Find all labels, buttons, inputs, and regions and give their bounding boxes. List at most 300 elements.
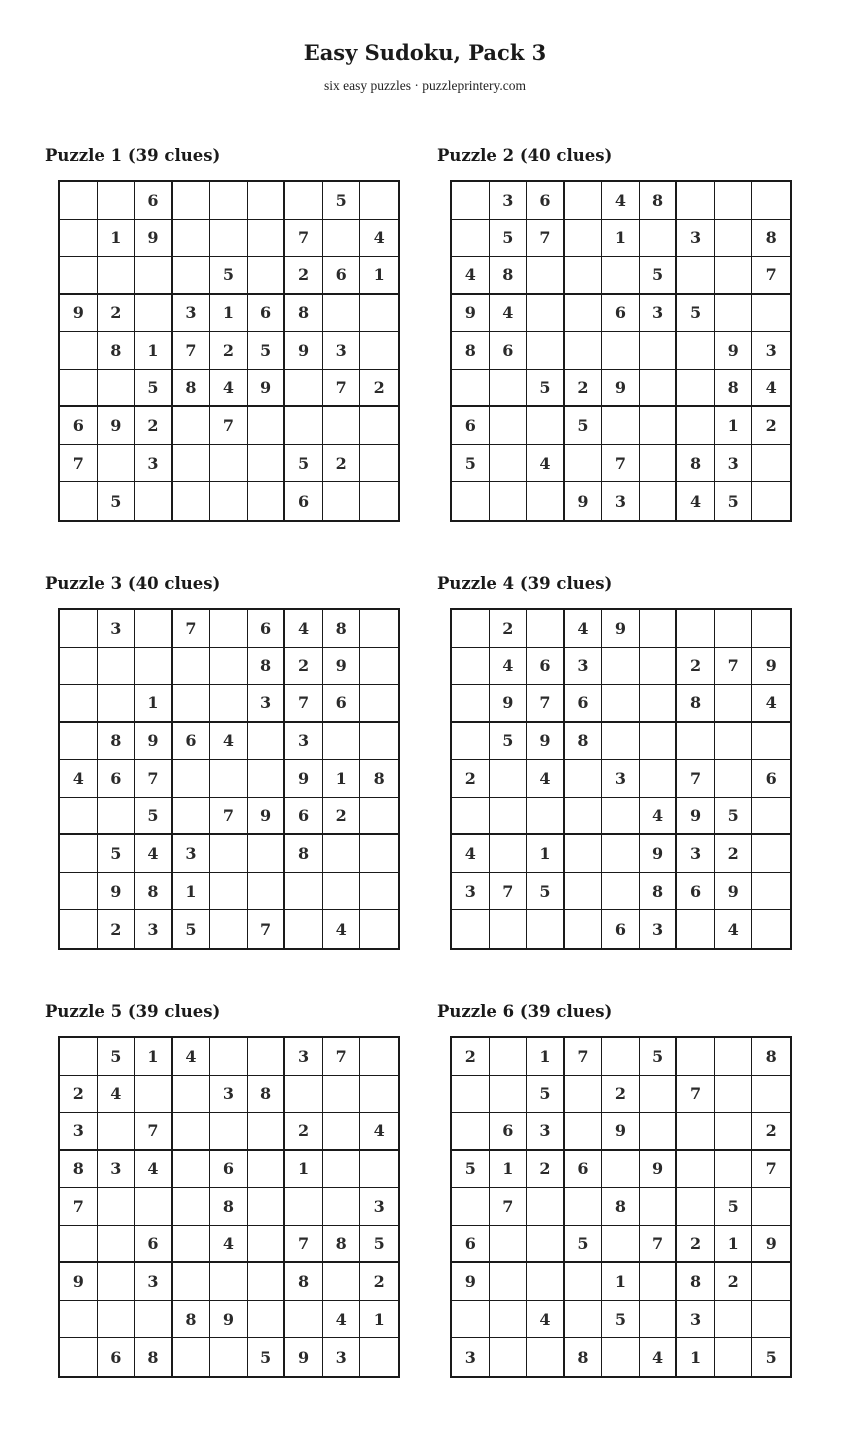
sudoku-cell: 9 — [640, 1151, 678, 1189]
sudoku-cell — [135, 1301, 173, 1339]
sudoku-cell: 6 — [248, 295, 286, 333]
sudoku-cell: 1 — [135, 1038, 173, 1076]
sudoku-cell — [285, 873, 323, 911]
sudoku-cell: 8 — [248, 1076, 286, 1114]
sudoku-cell — [323, 482, 361, 520]
sudoku-cell: 9 — [752, 1226, 790, 1264]
sudoku-cell: 3 — [602, 482, 640, 520]
sudoku-cell — [98, 182, 136, 220]
sudoku-cell: 8 — [640, 873, 678, 911]
sudoku-cell — [640, 1301, 678, 1339]
sudoku-cell — [98, 1226, 136, 1264]
sudoku-cell: 5 — [98, 1038, 136, 1076]
sudoku-cell: 3 — [677, 1301, 715, 1339]
sudoku-cell — [60, 257, 98, 295]
sudoku-cell: 3 — [323, 332, 361, 370]
sudoku-cell — [248, 760, 286, 798]
puzzle-title: Puzzle 1 (39 clues) — [45, 146, 221, 165]
sudoku-cell — [715, 1076, 753, 1114]
sudoku-cell — [210, 1263, 248, 1301]
sudoku-cell: 4 — [323, 1301, 361, 1339]
sudoku-cell: 2 — [323, 445, 361, 483]
sudoku-cell — [360, 798, 398, 836]
sudoku-cell: 1 — [602, 220, 640, 258]
sudoku-cell — [98, 798, 136, 836]
sudoku-cell — [715, 760, 753, 798]
sudoku-cell: 4 — [527, 445, 565, 483]
sudoku-cell — [640, 723, 678, 761]
sudoku-cell — [98, 1188, 136, 1226]
sudoku-cell — [248, 1151, 286, 1189]
sudoku-cell: 2 — [360, 1263, 398, 1301]
sudoku-cell: 4 — [565, 610, 603, 648]
sudoku-cell: 7 — [285, 1226, 323, 1264]
sudoku-cell: 8 — [565, 1338, 603, 1376]
sudoku-cell: 3 — [135, 910, 173, 948]
sudoku-cell — [565, 295, 603, 333]
puzzle-3 — [45, 572, 405, 962]
sudoku-cell: 6 — [285, 482, 323, 520]
sudoku-cell: 4 — [640, 1338, 678, 1376]
sudoku-cell: 7 — [677, 1076, 715, 1114]
sudoku-cell: 8 — [285, 835, 323, 873]
sudoku-cell — [360, 445, 398, 483]
sudoku-cell: 4 — [135, 1151, 173, 1189]
sudoku-cell — [173, 257, 211, 295]
sudoku-cell — [640, 445, 678, 483]
sudoku-cell — [527, 910, 565, 948]
sudoku-cell: 4 — [752, 685, 790, 723]
sudoku-cell — [602, 798, 640, 836]
sudoku-cell — [452, 1076, 490, 1114]
sudoku-cell — [360, 1038, 398, 1076]
sudoku-cell: 4 — [360, 220, 398, 258]
page-subtitle: six easy puzzles · puzzleprintery.com — [324, 78, 526, 93]
sudoku-cell: 9 — [452, 295, 490, 333]
sudoku-cell: 8 — [135, 1338, 173, 1376]
sudoku-cell: 7 — [752, 1151, 790, 1189]
sudoku-cell — [98, 257, 136, 295]
sudoku-cell — [677, 1188, 715, 1226]
sudoku-cell: 2 — [752, 407, 790, 445]
sudoku-cell: 9 — [60, 1263, 98, 1301]
sudoku-cell: 9 — [285, 760, 323, 798]
sudoku-cell: 8 — [60, 1151, 98, 1189]
sudoku-cell: 5 — [452, 1151, 490, 1189]
puzzle-title: Puzzle 3 (40 clues) — [45, 574, 221, 593]
sudoku-cell — [173, 760, 211, 798]
sudoku-cell — [640, 1188, 678, 1226]
sudoku-cell — [210, 610, 248, 648]
sudoku-cell — [173, 1076, 211, 1114]
sudoku-cell — [602, 407, 640, 445]
sudoku-cell — [565, 1113, 603, 1151]
sudoku-cell: 3 — [98, 1151, 136, 1189]
sudoku-cell — [323, 1076, 361, 1114]
sudoku-cell — [323, 723, 361, 761]
sudoku-cell: 2 — [715, 835, 753, 873]
sudoku-cell: 4 — [210, 1226, 248, 1264]
sudoku-cell — [602, 1338, 640, 1376]
sudoku-cell — [565, 332, 603, 370]
page-title: Easy Sudoku, Pack 3 — [303, 40, 547, 65]
sudoku-cell: 6 — [527, 648, 565, 686]
sudoku-cell: 9 — [210, 1301, 248, 1339]
sudoku-cell — [360, 182, 398, 220]
sudoku-cell: 1 — [135, 685, 173, 723]
sudoku-cell — [490, 1076, 528, 1114]
sudoku-cell — [135, 648, 173, 686]
sudoku-cell: 1 — [135, 332, 173, 370]
sudoku-cell — [715, 1038, 753, 1076]
sudoku-cell: 9 — [565, 482, 603, 520]
sudoku-cell: 4 — [752, 370, 790, 408]
sudoku-cell — [527, 1226, 565, 1264]
sudoku-cell: 8 — [210, 1188, 248, 1226]
sudoku-cell — [360, 1151, 398, 1189]
sudoku-cell — [173, 685, 211, 723]
sudoku-cell — [752, 723, 790, 761]
sudoku-cell — [715, 685, 753, 723]
sudoku-cell: 9 — [60, 295, 98, 333]
sudoku-cell: 6 — [60, 407, 98, 445]
sudoku-cell: 4 — [490, 648, 528, 686]
sudoku-cell — [527, 1338, 565, 1376]
puzzle-title: Puzzle 4 (39 clues) — [437, 574, 613, 593]
sudoku-cell — [248, 835, 286, 873]
sudoku-cell: 3 — [677, 220, 715, 258]
sudoku-cell — [285, 1076, 323, 1114]
puzzle-6 — [437, 1000, 797, 1390]
sudoku-cell: 1 — [527, 1038, 565, 1076]
sudoku-cell — [452, 610, 490, 648]
sudoku-cell: 2 — [715, 1263, 753, 1301]
sudoku-cell: 9 — [602, 370, 640, 408]
sudoku-cell — [490, 407, 528, 445]
sudoku-cell — [98, 1263, 136, 1301]
sudoku-cell: 3 — [715, 445, 753, 483]
sudoku-cell — [565, 1076, 603, 1114]
sudoku-cell: 7 — [490, 873, 528, 911]
sudoku-cell: 4 — [527, 760, 565, 798]
sudoku-cell: 3 — [210, 1076, 248, 1114]
sudoku-cell: 2 — [135, 407, 173, 445]
sudoku-cell — [602, 1151, 640, 1189]
sudoku-cell — [285, 370, 323, 408]
sudoku-cell: 6 — [490, 332, 528, 370]
sudoku-cell — [323, 1188, 361, 1226]
sudoku-cell — [360, 610, 398, 648]
sudoku-cell: 8 — [677, 445, 715, 483]
sudoku-cell — [640, 407, 678, 445]
sudoku-cell — [527, 482, 565, 520]
sudoku-cell — [60, 685, 98, 723]
sudoku-cell — [60, 332, 98, 370]
sudoku-cell — [677, 332, 715, 370]
sudoku-cell: 9 — [98, 873, 136, 911]
sudoku-cell — [527, 1188, 565, 1226]
puzzle-5 — [45, 1000, 405, 1390]
sudoku-cell: 3 — [565, 648, 603, 686]
sudoku-cell — [565, 1188, 603, 1226]
sudoku-cell: 8 — [752, 1038, 790, 1076]
sudoku-cell — [565, 1263, 603, 1301]
sudoku-cell: 1 — [360, 1301, 398, 1339]
sudoku-cell: 5 — [323, 182, 361, 220]
sudoku-cell: 4 — [715, 910, 753, 948]
sudoku-cell — [715, 1151, 753, 1189]
sudoku-cell: 7 — [210, 798, 248, 836]
sudoku-cell: 8 — [135, 873, 173, 911]
sudoku-cell — [173, 648, 211, 686]
sudoku-cell: 9 — [752, 648, 790, 686]
sudoku-cell: 7 — [565, 1038, 603, 1076]
sudoku-cell — [452, 1188, 490, 1226]
sudoku-cell — [360, 648, 398, 686]
sudoku-cell — [452, 482, 490, 520]
sudoku-grid — [450, 1036, 792, 1378]
sudoku-cell — [452, 685, 490, 723]
sudoku-cell: 2 — [210, 332, 248, 370]
sudoku-cell — [173, 407, 211, 445]
sudoku-cell: 5 — [248, 1338, 286, 1376]
sudoku-cell: 7 — [173, 610, 211, 648]
sudoku-cell: 5 — [285, 445, 323, 483]
sudoku-cell — [173, 1263, 211, 1301]
sudoku-cell — [602, 1226, 640, 1264]
sudoku-cell: 8 — [98, 723, 136, 761]
sudoku-cell — [565, 445, 603, 483]
sudoku-cell — [98, 1113, 136, 1151]
sudoku-cell — [285, 1188, 323, 1226]
sudoku-cell: 6 — [210, 1151, 248, 1189]
sudoku-cell — [452, 370, 490, 408]
sudoku-cell: 2 — [452, 1038, 490, 1076]
sudoku-cell — [248, 1226, 286, 1264]
sudoku-cell — [640, 332, 678, 370]
sudoku-cell — [210, 910, 248, 948]
sudoku-cell: 4 — [173, 1038, 211, 1076]
sudoku-cell — [752, 1301, 790, 1339]
sudoku-cell: 1 — [323, 760, 361, 798]
sudoku-cell — [490, 1038, 528, 1076]
sudoku-cell — [248, 1301, 286, 1339]
sudoku-cell — [752, 1188, 790, 1226]
sudoku-cell — [752, 798, 790, 836]
sudoku-cell: 6 — [527, 182, 565, 220]
sudoku-cell — [173, 1113, 211, 1151]
sudoku-cell: 4 — [452, 257, 490, 295]
sudoku-cell — [60, 370, 98, 408]
sudoku-cell: 9 — [98, 407, 136, 445]
sudoku-cell — [360, 835, 398, 873]
sudoku-cell: 8 — [677, 685, 715, 723]
sudoku-cell: 8 — [715, 370, 753, 408]
sudoku-cell — [248, 445, 286, 483]
sudoku-cell — [602, 332, 640, 370]
sudoku-cell: 3 — [452, 873, 490, 911]
sudoku-cell: 2 — [98, 295, 136, 333]
sudoku-cell — [602, 873, 640, 911]
sudoku-cell — [323, 1263, 361, 1301]
sudoku-cell: 4 — [490, 295, 528, 333]
sudoku-cell — [210, 835, 248, 873]
sudoku-cell: 5 — [527, 1076, 565, 1114]
sudoku-cell — [98, 648, 136, 686]
sudoku-cell: 6 — [452, 1226, 490, 1264]
sudoku-cell: 2 — [60, 1076, 98, 1114]
sudoku-cell — [715, 1301, 753, 1339]
sudoku-cell: 4 — [135, 835, 173, 873]
sudoku-cell — [565, 760, 603, 798]
sudoku-cell — [752, 873, 790, 911]
sudoku-cell — [490, 1301, 528, 1339]
sudoku-cell: 1 — [602, 1263, 640, 1301]
sudoku-cell: 5 — [248, 332, 286, 370]
sudoku-cell — [60, 182, 98, 220]
sudoku-cell: 1 — [210, 295, 248, 333]
sudoku-cell: 7 — [323, 1038, 361, 1076]
sudoku-cell — [98, 1301, 136, 1339]
sudoku-cell: 6 — [752, 760, 790, 798]
sudoku-cell: 9 — [715, 332, 753, 370]
sudoku-cell — [323, 1151, 361, 1189]
sudoku-cell: 4 — [527, 1301, 565, 1339]
sudoku-cell — [248, 1038, 286, 1076]
sudoku-cell — [452, 798, 490, 836]
sudoku-cell — [210, 685, 248, 723]
sudoku-grid — [450, 180, 792, 522]
sudoku-cell: 3 — [173, 295, 211, 333]
sudoku-cell: 9 — [285, 1338, 323, 1376]
sudoku-cell: 9 — [602, 610, 640, 648]
sudoku-cell: 5 — [360, 1226, 398, 1264]
sudoku-grid — [58, 608, 400, 950]
sudoku-cell — [715, 1113, 753, 1151]
sudoku-cell: 4 — [285, 610, 323, 648]
sudoku-cell — [285, 1301, 323, 1339]
sudoku-cell: 1 — [677, 1338, 715, 1376]
puzzle-1 — [45, 144, 405, 534]
sudoku-cell — [640, 370, 678, 408]
sudoku-cell — [490, 760, 528, 798]
sudoku-cell — [640, 685, 678, 723]
sudoku-cell — [677, 257, 715, 295]
sudoku-cell: 1 — [490, 1151, 528, 1189]
sudoku-cell — [60, 1226, 98, 1264]
sudoku-cell — [527, 407, 565, 445]
sudoku-cell — [452, 723, 490, 761]
sudoku-cell — [715, 220, 753, 258]
sudoku-cell: 9 — [677, 798, 715, 836]
sudoku-cell: 4 — [452, 835, 490, 873]
sudoku-cell: 6 — [490, 1113, 528, 1151]
sudoku-cell: 6 — [677, 873, 715, 911]
sudoku-cell: 3 — [285, 1038, 323, 1076]
sudoku-cell: 5 — [640, 1038, 678, 1076]
sudoku-cell — [248, 257, 286, 295]
sudoku-cell — [602, 723, 640, 761]
sudoku-cell — [285, 182, 323, 220]
sudoku-cell — [527, 295, 565, 333]
sudoku-cell: 7 — [285, 685, 323, 723]
sudoku-cell: 6 — [452, 407, 490, 445]
sudoku-cell: 5 — [565, 407, 603, 445]
sudoku-cell — [60, 1338, 98, 1376]
sudoku-cell — [640, 482, 678, 520]
puzzle-title: Puzzle 6 (39 clues) — [437, 1002, 613, 1021]
sudoku-cell: 3 — [98, 610, 136, 648]
sudoku-cell: 9 — [452, 1263, 490, 1301]
sudoku-cell: 2 — [98, 910, 136, 948]
sudoku-cell — [360, 332, 398, 370]
puzzle-4 — [437, 572, 797, 962]
sudoku-cell: 8 — [565, 723, 603, 761]
sudoku-cell: 8 — [490, 257, 528, 295]
sudoku-cell: 7 — [640, 1226, 678, 1264]
sudoku-cell — [602, 1038, 640, 1076]
sudoku-cell — [677, 1113, 715, 1151]
sudoku-cell — [248, 873, 286, 911]
sudoku-cell — [173, 182, 211, 220]
sudoku-cell — [323, 873, 361, 911]
sudoku-cell — [640, 1076, 678, 1114]
sudoku-cell: 7 — [527, 685, 565, 723]
sudoku-cell — [210, 648, 248, 686]
sudoku-cell: 8 — [285, 295, 323, 333]
sudoku-cell: 2 — [490, 610, 528, 648]
sudoku-cell — [490, 1263, 528, 1301]
sudoku-cell — [210, 873, 248, 911]
sudoku-cell: 6 — [323, 685, 361, 723]
sudoku-cell: 1 — [360, 257, 398, 295]
sudoku-cell — [248, 182, 286, 220]
sudoku-cell — [98, 370, 136, 408]
sudoku-cell: 6 — [135, 182, 173, 220]
sudoku-cell: 9 — [640, 835, 678, 873]
sudoku-cell: 9 — [135, 723, 173, 761]
sudoku-cell: 4 — [677, 482, 715, 520]
sudoku-cell — [173, 482, 211, 520]
sudoku-cell — [527, 257, 565, 295]
sudoku-cell: 2 — [602, 1076, 640, 1114]
sudoku-cell — [490, 1226, 528, 1264]
sudoku-cell: 1 — [715, 407, 753, 445]
sudoku-cell: 5 — [490, 220, 528, 258]
sudoku-cell: 6 — [135, 1226, 173, 1264]
sudoku-cell — [173, 1151, 211, 1189]
sudoku-cell — [715, 723, 753, 761]
sudoku-cell — [135, 295, 173, 333]
sudoku-cell — [565, 220, 603, 258]
sudoku-cell — [210, 1113, 248, 1151]
sudoku-cell: 7 — [135, 1113, 173, 1151]
sudoku-cell — [452, 648, 490, 686]
sudoku-cell — [677, 370, 715, 408]
sudoku-cell — [173, 798, 211, 836]
sudoku-cell — [210, 220, 248, 258]
sudoku-cell — [452, 182, 490, 220]
sudoku-cell: 3 — [490, 182, 528, 220]
sudoku-cell — [360, 910, 398, 948]
sudoku-cell — [565, 1301, 603, 1339]
sudoku-cell — [135, 610, 173, 648]
sudoku-cell — [565, 798, 603, 836]
sudoku-cell: 6 — [98, 1338, 136, 1376]
sudoku-cell: 2 — [527, 1151, 565, 1189]
sudoku-cell: 6 — [248, 610, 286, 648]
sudoku-cell: 8 — [640, 182, 678, 220]
